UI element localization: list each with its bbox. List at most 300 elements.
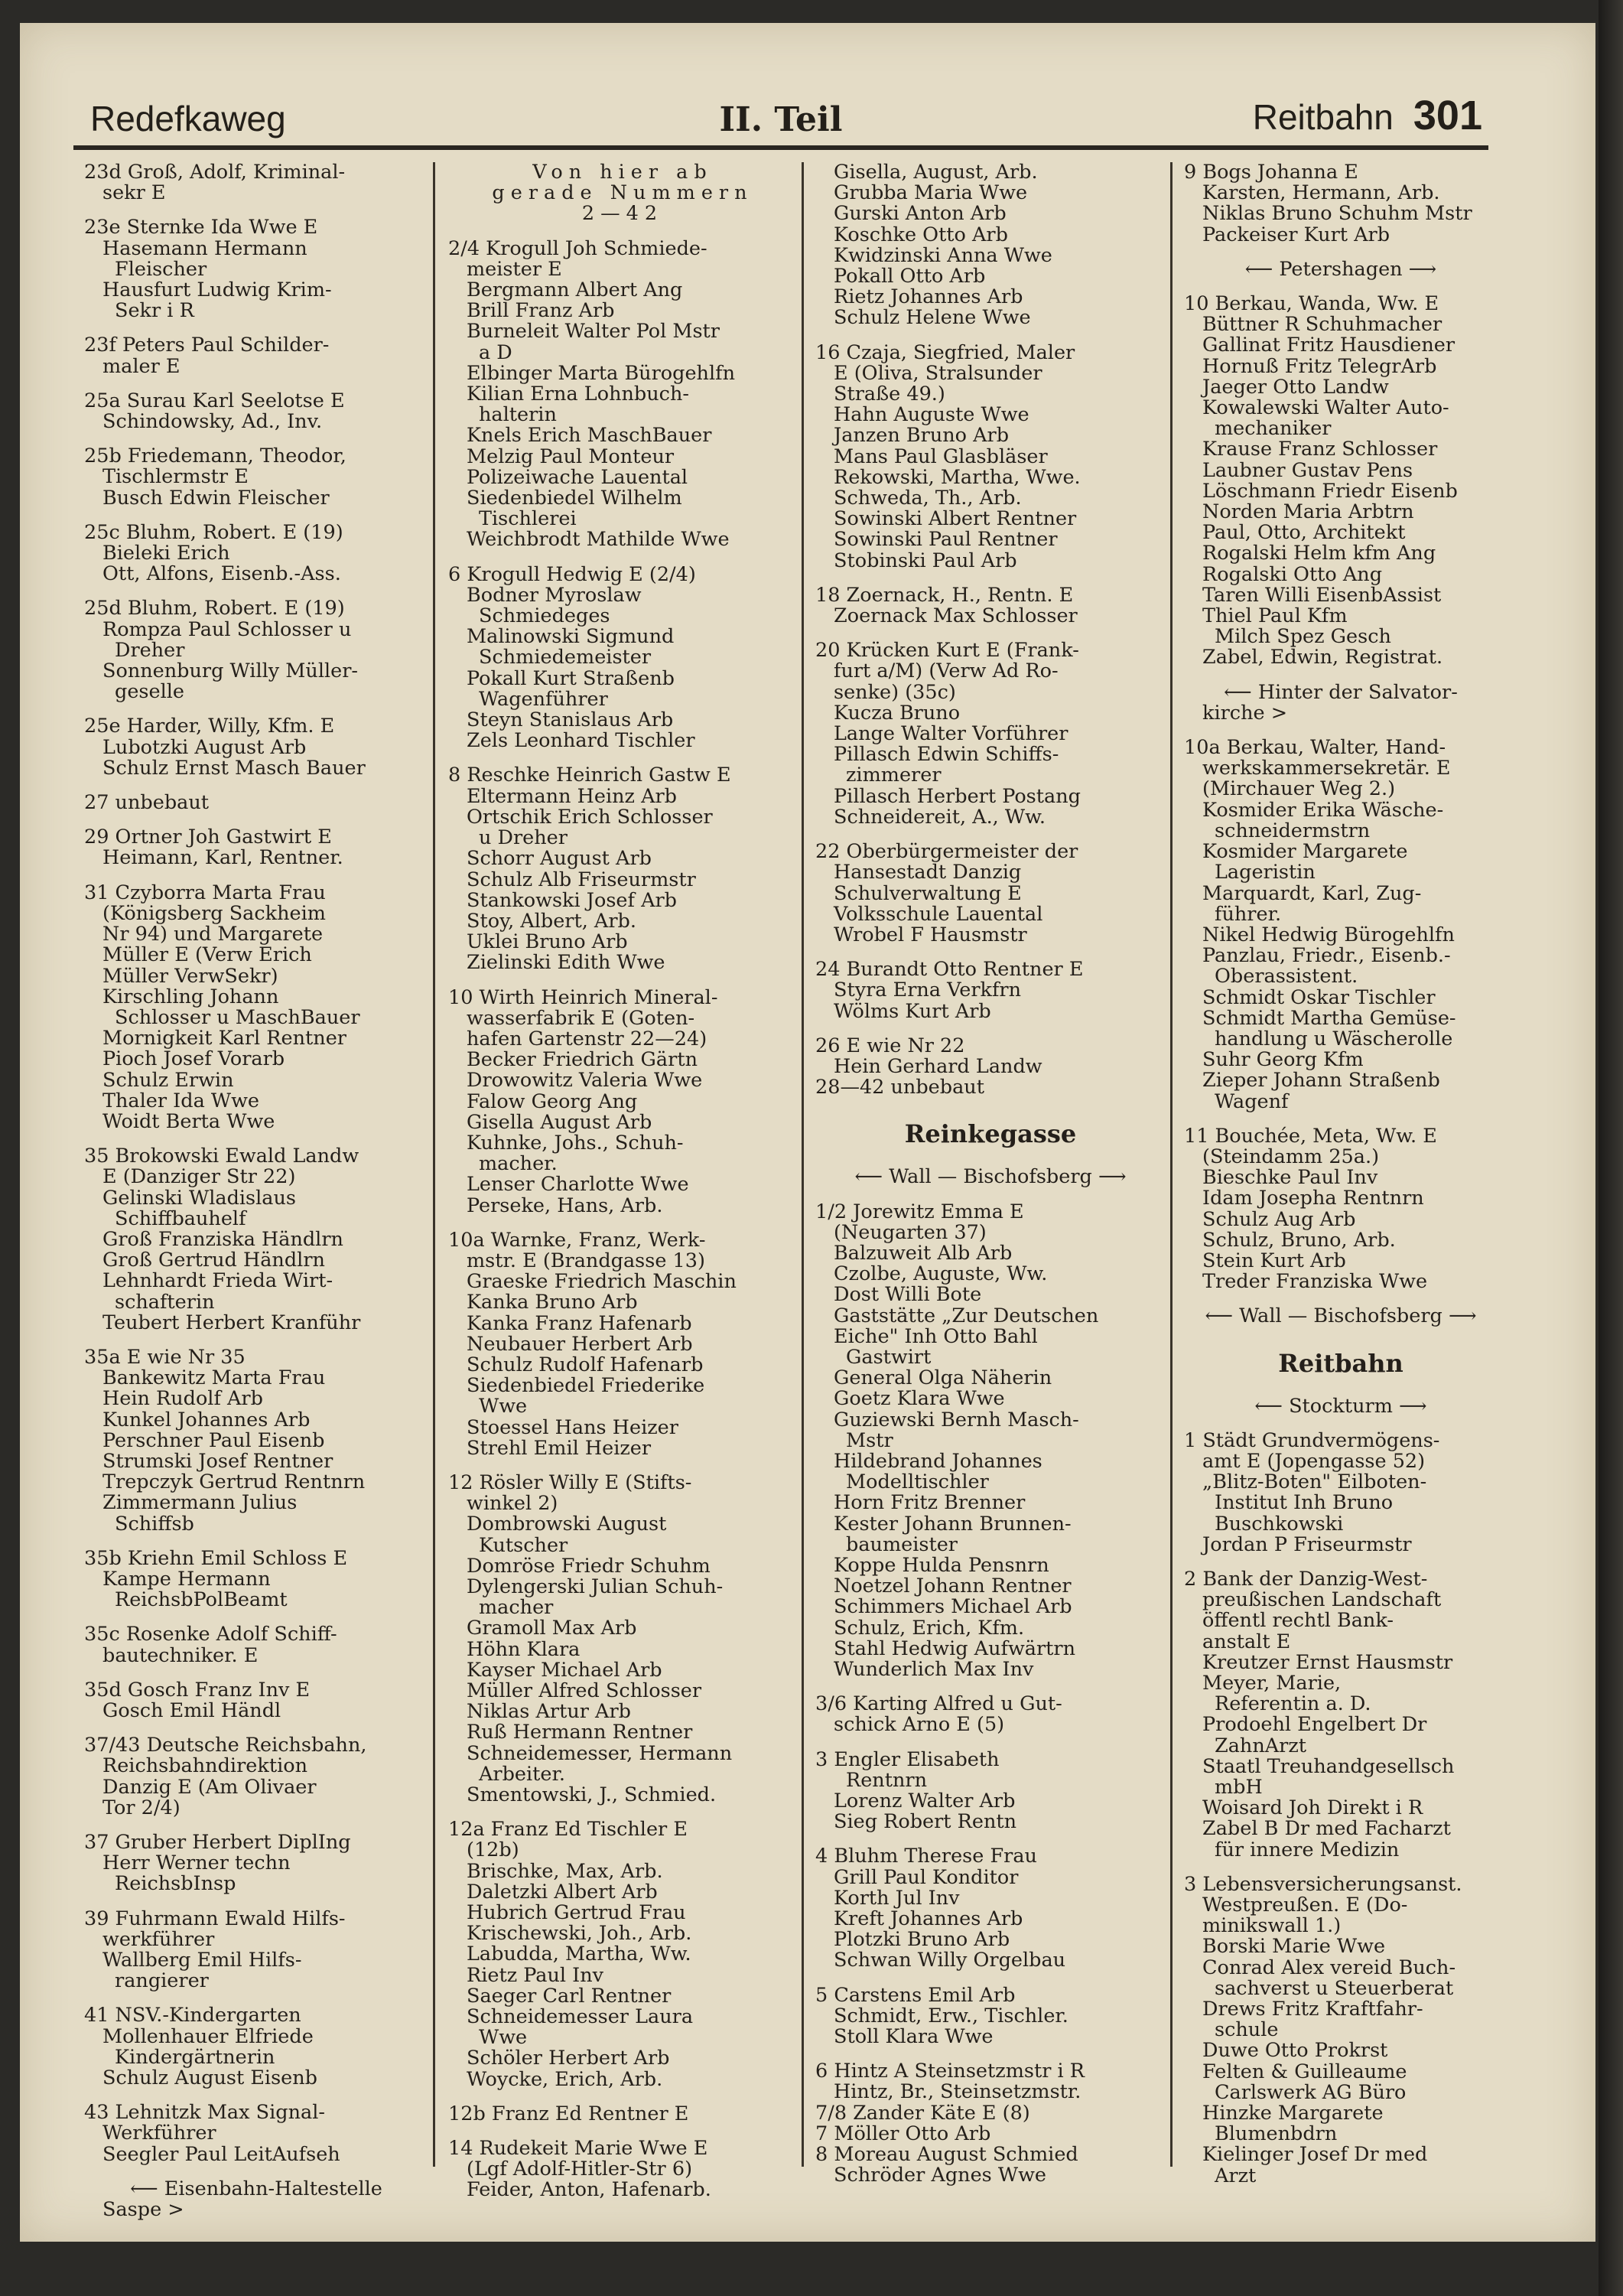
cross-street-marker: ⟵ Wall — Bischofsberg ⟶: [854, 1165, 1127, 1189]
directory-line: Niklas Bruno Schuhm Mstr: [1202, 202, 1472, 226]
directory-line: Schimmers Michael Arb: [834, 1595, 1072, 1619]
directory-line: Grill Paul Konditor: [834, 1865, 1019, 1889]
directory-line: Idam Josepha Rentnrn: [1202, 1187, 1424, 1210]
directory-line: Schulz August Eisenb: [102, 2066, 318, 2090]
directory-line: Trepczyk Gertrud Rentnrn: [102, 1470, 366, 1494]
directory-line: Schiffsb: [115, 1512, 194, 1536]
directory-line: Prodoehl Engelbert Dr: [1202, 1713, 1427, 1737]
directory-line: Kanka Franz Hafenarb: [467, 1311, 692, 1335]
directory-line: Saeger Carl Rentner: [467, 1984, 672, 2008]
street-heading: Reitbahn: [1278, 1348, 1403, 1378]
directory-line: 35c Rosenke Adolf Schiff-: [84, 1623, 337, 1646]
directory-line: Schulz Aug Arb: [1202, 1207, 1356, 1231]
directory-line: Schulz Rudolf Hafenarb: [467, 1353, 704, 1376]
directory-line: Mstr: [846, 1428, 893, 1452]
directory-line: Schiffbauhelf: [115, 1207, 246, 1230]
directory-line: 23e Sternke Ida Wwe E: [84, 216, 318, 239]
directory-line: Schmiedeges: [479, 604, 610, 628]
directory-line: Uklei Bruno Arb: [467, 930, 628, 954]
directory-line: Daletzki Albert Arb: [467, 1880, 658, 1904]
directory-line: Gramoll Max Arb: [467, 1617, 637, 1640]
directory-line: 25e Harder, Willy, Kfm. E: [84, 715, 335, 738]
directory-line: Rogalski Otto Ang: [1202, 562, 1383, 586]
directory-line: Referentin a. D.: [1215, 1692, 1371, 1716]
directory-line: 1 Städt Grundvermögens-: [1184, 1428, 1440, 1452]
directory-line: „Blitz-Boten" Eilboten-: [1202, 1470, 1427, 1494]
directory-line: Sowinski Paul Rentner: [834, 528, 1058, 552]
directory-line: Volksschule Lauental: [834, 902, 1043, 926]
directory-line: Schmidt Martha Gemüse-: [1202, 1006, 1456, 1030]
directory-line: Kucza Bruno: [834, 701, 961, 725]
directory-line: 14 Rudekeit Marie Wwe E: [448, 2137, 708, 2161]
directory-line: schneidermstrn: [1215, 819, 1371, 842]
directory-line: Schulz, Bruno, Arb.: [1202, 1228, 1396, 1252]
directory-line: Schneidemesser Laura: [467, 2005, 694, 2029]
directory-line: Lorenz Walter Arb: [834, 1790, 1016, 1813]
directory-line: Thaler Ida Wwe: [102, 1089, 260, 1112]
directory-line: Saspe >: [102, 2198, 184, 2222]
directory-line: Hubrich Gertrud Frau: [467, 1901, 686, 1925]
directory-line: Ortschik Erich Schlosser: [467, 805, 713, 829]
directory-line: Dost Willi Bote: [834, 1283, 982, 1307]
directory-line: Tischlermstr E: [102, 465, 249, 489]
entry-spacer: [815, 1188, 1166, 1202]
directory-line: a D: [479, 340, 512, 364]
directory-line: Kirschling Johann: [102, 985, 279, 1008]
directory-line: Gaststätte „Zur Deutschen: [834, 1304, 1099, 1327]
directory-line: mbH: [1215, 1776, 1263, 1799]
directory-line: Teubert Herbert Kranführ: [102, 1311, 361, 1334]
directory-line: Hein Rudolf Arb: [102, 1387, 263, 1411]
directory-line: Lenser Charlotte Wwe: [467, 1173, 689, 1197]
column-2: [448, 161, 797, 2202]
directory-line: Kreft Johannes Arb: [834, 1907, 1023, 1931]
entry-spacer: [448, 225, 797, 239]
directory-line: 23d Groß, Adolf, Kriminal-: [84, 161, 346, 184]
directory-line: 29 Ortner Joh Gastwirt E: [84, 826, 332, 849]
directory-line: (Neugarten 37): [834, 1220, 987, 1244]
directory-line: Pokall Kurt Straßenb: [467, 666, 675, 690]
directory-line: Drews Fritz Kraftfahr-: [1202, 1998, 1423, 2021]
street-heading: Reinkegasse: [904, 1119, 1077, 1149]
directory-line: 35 Brokowski Ewald Landw: [84, 1145, 359, 1168]
directory-line: Falow Georg Ang: [467, 1089, 638, 1113]
directory-line: Dombrowski August: [467, 1513, 667, 1536]
directory-line: wasserfabrik E (Goten-: [467, 1006, 695, 1030]
entry-spacer: [84, 869, 428, 883]
directory-line: Sieg Robert Rentn: [834, 1810, 1017, 1834]
directory-line: Kampe Hermann: [102, 1567, 271, 1591]
directory-line: Hildebrand Johannes: [834, 1449, 1042, 1473]
cross-street-marker: ⟵ Stockturm ⟶: [1254, 1394, 1427, 1418]
directory-line: 10 Wirth Heinrich Mineral-: [448, 985, 718, 1009]
directory-line: Heimann, Karl, Rentner.: [102, 846, 343, 870]
directory-line: Schulz Alb Friseurmstr: [467, 868, 696, 891]
directory-line: 2/4 Krogull Joh Schmiede-: [448, 236, 707, 260]
running-header: [73, 93, 1488, 150]
directory-line: 25c Bluhm, Robert. E (19): [84, 520, 343, 544]
book-spine: [1599, 0, 1623, 2296]
header-right-label: Reitbahn: [1252, 97, 1394, 137]
directory-line: Schneidemesser, Hermann: [467, 1741, 733, 1765]
directory-line: Bieleki Erich: [102, 542, 230, 565]
directory-line: 2 Bank der Danzig-West-: [1184, 1567, 1428, 1591]
directory-line: Zoernack Max Schlosser: [834, 604, 1078, 628]
directory-line: Labudda, Martha, Ww.: [467, 1943, 691, 1966]
entry-spacer: [815, 1972, 1166, 1985]
directory-line: Schlosser u MaschBauer: [115, 1005, 360, 1029]
header-part-title: II. Teil: [719, 100, 843, 139]
directory-line: Sonnenburg Willy Müller-: [102, 659, 359, 683]
directory-line: 10a Berkau, Walter, Hand-: [1184, 736, 1446, 760]
directory-line: 8 Reschke Heinrich Gastw E: [448, 764, 731, 787]
directory-line: Dylengerski Julian Schuh-: [467, 1575, 724, 1598]
directory-line: Marquardt, Karl, Zug-: [1202, 881, 1422, 905]
directory-line: Styra Erna Verkfrn: [834, 979, 1022, 1002]
directory-line: Gisella, August, Arb.: [834, 161, 1038, 184]
directory-line: Nr 94) und Margarete: [102, 923, 324, 946]
directory-line: maler E: [102, 354, 181, 378]
numbering-note: 2—42: [581, 202, 664, 226]
directory-line: Thiel Paul Kfm: [1202, 604, 1348, 628]
directory-line: baumeister: [846, 1532, 958, 1556]
directory-line: Domröse Friedr Schuhm: [467, 1554, 711, 1578]
directory-line: Hahn Auguste Wwe: [834, 403, 1029, 427]
directory-line: Lehnhardt Frieda Wirt-: [102, 1269, 333, 1293]
directory-line: Seegler Paul LeitAufseh: [102, 2142, 340, 2166]
directory-line: winkel 2): [467, 1492, 558, 1516]
directory-line: 16 Czaja, Siegfried, Maler: [815, 340, 1075, 364]
directory-line: Carlswerk AG Büro: [1215, 2080, 1407, 2104]
directory-line: Guziewski Bernh Masch-: [834, 1408, 1079, 1431]
directory-line: Wrobel F Hausmstr: [834, 923, 1027, 946]
directory-line: Norden Maria Arbtrn: [1202, 500, 1414, 524]
directory-line: Perschner Paul Eisenb: [102, 1428, 325, 1452]
directory-line: Bergmann Albert Ang: [467, 278, 683, 302]
directory-line: Schweda, Th., Arb.: [834, 487, 1022, 510]
directory-line: Polizeiwache Lauental: [467, 465, 688, 489]
directory-line: schafterin: [115, 1290, 215, 1314]
directory-line: Büttner R Schuhmacher: [1202, 313, 1442, 337]
directory-line: Siedenbiedel Wilhelm: [467, 487, 682, 510]
directory-line: Treder Franziska Wwe: [1202, 1270, 1428, 1294]
directory-line: kirche >: [1202, 701, 1288, 725]
directory-line: 31 Czyborra Marta Frau: [84, 881, 326, 904]
directory-line: Mans Paul Glasbläser: [834, 445, 1048, 468]
directory-line: Stankowski Josef Arb: [467, 888, 677, 912]
directory-line: Felten & Guilleaume: [1202, 2060, 1407, 2083]
directory-line: Mollenhauer Elfriede: [102, 2024, 314, 2048]
directory-line: Eiche" Inh Otto Bahl: [834, 1324, 1038, 1348]
directory-line: 8 Moreau August Schmied: [815, 2143, 1078, 2167]
directory-line: Hintz, Br., Steinsetzmstr.: [834, 2080, 1081, 2104]
directory-line: Schmidt Oskar Tischler: [1202, 985, 1436, 1009]
directory-line: Kayser Michael Arb: [467, 1658, 662, 1682]
directory-line: Schneidereit, A., Ww.: [834, 805, 1046, 829]
column-divider: [433, 162, 435, 2167]
directory-line: Sowinski Albert Rentner: [834, 507, 1077, 531]
directory-line: Gisella August Arb: [467, 1110, 652, 1134]
directory-line: Höhn Klara: [467, 1637, 581, 1661]
directory-line: 37 Gruber Herbert DiplIng: [84, 1831, 351, 1855]
directory-line: Elbinger Marta Bürogehlfn: [467, 361, 735, 385]
directory-line: 26 E wie Nr 22: [815, 1034, 965, 1057]
directory-line: Schindowsky, Ad., Inv.: [102, 410, 323, 434]
directory-line: Wwe: [479, 1395, 528, 1418]
directory-line: (Lgf Adolf-Hitler-Str 6): [467, 2158, 693, 2181]
directory-line: 39 Fuhrmann Ewald Hilfs-: [84, 1907, 346, 1930]
directory-line: Woisard Joh Direkt i R: [1202, 1796, 1423, 1820]
directory-line: Rompza Paul Schlosser u: [102, 617, 352, 641]
directory-line: preußischen Landschaft: [1202, 1588, 1442, 1612]
directory-line: Niklas Artur Arb: [467, 1700, 631, 1724]
directory-line: ZahnArzt: [1215, 1734, 1307, 1757]
directory-line: Burneleit Walter Pol Mstr: [467, 320, 720, 344]
directory-line: hafen Gartenstr 22—24): [467, 1027, 707, 1050]
directory-line: 5 Carstens Emil Arb: [815, 1983, 1016, 2007]
directory-line: Stahl Hedwig Aufwärtrn: [834, 1637, 1076, 1660]
directory-line: Brischke, Max, Arb.: [467, 1859, 663, 1883]
directory-line: Pioch Josef Vorarb: [102, 1047, 285, 1071]
directory-line: 43 Lehnitzk Max Signal-: [84, 2101, 325, 2125]
directory-line: Bodner Myroslaw: [467, 583, 642, 607]
directory-line: Ruß Hermann Rentner: [467, 1721, 693, 1744]
directory-line: Czolbe, Auguste, Ww.: [834, 1262, 1048, 1286]
directory-line: Lubotzki August Arb: [102, 735, 307, 759]
directory-line: Goetz Klara Wwe: [834, 1387, 1005, 1411]
directory-line: Schöler Herbert Arb: [467, 2047, 670, 2070]
directory-line: Taren Willi EisenbAssist: [1202, 583, 1442, 607]
directory-line: Zabel B Dr med Facharzt: [1202, 1817, 1451, 1841]
directory-line: Danzig E (Am Olivaer: [102, 1775, 317, 1799]
directory-line: Korth Jul Inv: [834, 1886, 960, 1910]
directory-line: Rekowski, Martha, Wwe.: [834, 465, 1081, 489]
directory-line: Wunderlich Max Inv: [834, 1658, 1034, 1681]
directory-line: 11 Bouchée, Meta, Ww. E: [1184, 1124, 1437, 1148]
directory-line: Oberassistent.: [1215, 965, 1358, 988]
directory-line: Rentnrn: [846, 1768, 927, 1792]
directory-line: geselle: [115, 680, 184, 704]
directory-line: 6 Hintz A Steinsetzmstr i R: [815, 2060, 1085, 2083]
directory-line: Schulz Ernst Masch Bauer: [102, 756, 366, 780]
directory-line: 12a Franz Ed Tischler E: [448, 1818, 688, 1842]
directory-line: 25a Surau Karl Seelotse E: [84, 389, 345, 412]
directory-line: Tor 2/4): [102, 1796, 181, 1819]
directory-line: Knels Erich MaschBauer: [467, 424, 712, 448]
directory-line: Meyer, Marie,: [1202, 1672, 1342, 1695]
directory-line: Lageristin: [1215, 861, 1316, 884]
directory-line: Janzen Bruno Arb: [834, 424, 1010, 448]
directory-line: (Mirchauer Weg 2.): [1202, 777, 1396, 801]
directory-line: Reichsbahndirektion: [102, 1754, 307, 1778]
cross-street-marker: ⟵ Petershagen ⟶: [1244, 257, 1437, 281]
directory-line: Koppe Hulda Pensnrn: [834, 1553, 1049, 1577]
directory-line: mechaniker: [1215, 417, 1332, 441]
directory-line: anstalt E: [1202, 1630, 1291, 1653]
directory-line: Zimmermann Julius: [102, 1491, 298, 1515]
directory-line: Borski Marie Wwe: [1202, 1935, 1386, 1959]
directory-line: 10a Warnke, Franz, Werk-: [448, 1228, 706, 1252]
directory-line: Fleischer: [115, 257, 207, 281]
directory-line: Siedenbiedel Friederike: [467, 1374, 705, 1398]
directory-line: Karsten, Hermann, Arb.: [1202, 181, 1440, 205]
entry-spacer: [1184, 1382, 1498, 1396]
entry-spacer: [448, 551, 797, 565]
directory-line: Lange Walter Vorführer: [834, 722, 1068, 746]
directory-line: Gastwirt: [846, 1345, 932, 1369]
directory-line: führer.: [1215, 902, 1282, 926]
directory-line: macher.: [479, 1152, 558, 1176]
directory-line: Weichbrodt Mathilde Wwe: [467, 528, 730, 552]
directory-line: u Dreher: [479, 826, 568, 850]
directory-line: 22 Oberbürgermeister der: [815, 840, 1078, 864]
directory-line: Nikel Hedwig Bürogehlfn: [1202, 923, 1455, 946]
directory-line: Plotzki Bruno Arb: [834, 1928, 1010, 1952]
directory-line: Arbeiter.: [479, 1762, 566, 1786]
entry-spacer: [448, 974, 797, 988]
directory-line: Kwidzinski Anna Wwe: [834, 243, 1052, 267]
directory-line: Hornuß Fritz TelegrArb: [1202, 354, 1437, 378]
directory-line: Jaeger Otto Landw: [1202, 375, 1389, 399]
directory-line: 37/43 Deutsche Reichsbahn,: [84, 1734, 367, 1757]
directory-line: Gelinski Wladislaus: [102, 1186, 296, 1210]
directory-line: Dreher: [115, 638, 185, 662]
entry-spacer: [815, 329, 1166, 343]
directory-line: 24 Burandt Otto Rentner E: [815, 958, 1084, 982]
directory-line: halterin: [479, 403, 557, 427]
directory-line: Pillasch Edwin Schiffs-: [834, 743, 1059, 767]
directory-line: Schulz Erwin: [102, 1068, 234, 1092]
directory-line: Graeske Friedrich Maschin: [467, 1270, 737, 1294]
entry-spacer: [1184, 669, 1498, 682]
directory-line: Herr Werner techn: [102, 1851, 291, 1875]
directory-line: Pillasch Herbert Postang: [834, 784, 1081, 808]
directory-line: Schulverwaltung E: [834, 881, 1022, 905]
directory-line: Rogalski Helm kfm Ang: [1202, 542, 1436, 565]
directory-line: 10 Berkau, Wanda, Ww. E: [1184, 292, 1439, 316]
directory-line: 27 unbebaut: [84, 791, 210, 815]
directory-line: Drowowitz Valeria Wwe: [467, 1069, 703, 1093]
directory-line: mstr. E (Brandgasse 13): [467, 1249, 705, 1272]
entry-spacer: [1184, 1327, 1498, 1341]
cross-street-marker: ⟵ Wall — Bischofsberg ⟶: [1205, 1304, 1477, 1328]
directory-line: Stein Kurt Arb: [1202, 1249, 1346, 1272]
directory-line: Kilian Erna Lohnbuch-: [467, 383, 689, 406]
page-number: 301: [1413, 93, 1482, 138]
directory-line: 9 Bogs Johanna E: [1184, 161, 1358, 184]
directory-line: 35b Kriehn Emil Schloss E: [84, 1546, 348, 1570]
directory-line: Sekr i R: [115, 299, 194, 323]
directory-line: senke) (35c): [834, 680, 956, 704]
directory-line: Grubba Maria Wwe: [834, 181, 1028, 205]
directory-line: Panzlau, Friedr., Eisenb.-: [1202, 944, 1451, 968]
directory-line: Zieper Johann Straßenb: [1202, 1069, 1440, 1093]
directory-line: Institut Inh Bruno: [1215, 1491, 1394, 1515]
directory-line: Conrad Alex vereid Buch-: [1202, 1956, 1456, 1979]
directory-line: Kosmider Erika Wäsche-: [1202, 798, 1444, 822]
column-1: [84, 161, 428, 2222]
directory-line: 35d Gosch Franz Inv E: [84, 1678, 311, 1702]
directory-line: Staatl Treuhandgesellsch: [1202, 1754, 1455, 1778]
directory-line: Schorr August Arb: [467, 847, 652, 871]
column-divider: [802, 162, 804, 2167]
numbering-note: gerade Nummern: [492, 181, 753, 205]
directory-line: (12b): [467, 1838, 519, 1862]
directory-line: sachverst u Steuerberat: [1215, 1976, 1454, 2000]
directory-line: Groß Gertrud Händlrn: [102, 1249, 325, 1272]
directory-line: Werkführer: [102, 2122, 216, 2145]
directory-line: Wwe: [479, 2026, 528, 2050]
directory-line: 3 Lebensversicherungsanst.: [1184, 1872, 1462, 1896]
directory-line: Krause Franz Schlosser: [1202, 438, 1438, 461]
directory-line: Zels Leonhard Tischler: [467, 729, 695, 753]
directory-line: Kielinger Josef Dr med: [1202, 2143, 1428, 2167]
directory-line: 28—42 unbebaut: [815, 1076, 984, 1099]
directory-line: 3/6 Karting Alfred u Gut-: [815, 1692, 1062, 1716]
directory-line: 12 Rösler Willy E (Stifts-: [448, 1470, 692, 1494]
directory-line: Becker Friedrich Gärtn: [467, 1048, 698, 1072]
directory-line: 18 Zoernack, H., Rentn. E: [815, 583, 1074, 607]
directory-line: Strumski Josef Rentner: [102, 1449, 333, 1473]
directory-line: Zabel, Edwin, Registrat.: [1202, 646, 1443, 669]
directory-line: Hausfurt Ludwig Krim-: [102, 278, 332, 302]
directory-line: öffentl rechtl Bank-: [1202, 1609, 1394, 1633]
directory-line: (Steindamm 25a.): [1202, 1145, 1380, 1168]
directory-line: Laubner Gustav Pens: [1202, 458, 1413, 482]
entry-spacer: [815, 1736, 1166, 1750]
directory-line: Kunkel Johannes Arb: [102, 1408, 311, 1431]
directory-line: Müller E (Verw Erich: [102, 943, 312, 967]
directory-line: Bankewitz Marta Frau: [102, 1366, 326, 1390]
directory-line: Kosmider Margarete: [1202, 840, 1408, 864]
directory-line: Gallinat Fritz Hausdiener: [1202, 334, 1455, 357]
column-3: [815, 161, 1166, 2187]
directory-line: schule: [1215, 2018, 1279, 2042]
directory-line: Groß Franziska Händlrn: [102, 1227, 343, 1251]
directory-line: Mornigkeit Karl Rentner: [102, 1027, 346, 1050]
directory-line: Pokall Otto Arb: [834, 265, 986, 288]
directory-line: Stobinski Paul Arb: [834, 549, 1017, 572]
directory-line: Koschke Otto Arb: [834, 223, 1008, 246]
column-4: [1184, 161, 1498, 2187]
header-right-street: [1253, 92, 1482, 139]
directory-line: 35a E wie Nr 35: [84, 1345, 246, 1369]
directory-line: Tischlerei: [479, 507, 577, 531]
directory-line: Kowalewski Walter Auto-: [1202, 396, 1449, 420]
directory-line: Kutscher: [479, 1533, 568, 1557]
directory-line: Horn Fritz Brenner: [834, 1491, 1026, 1515]
directory-line: Rietz Paul Inv: [467, 1963, 604, 1987]
directory-line: E (Oliva, Stralsunder: [834, 361, 1042, 385]
directory-line: Krischewski, Joh., Arb.: [467, 1922, 692, 1946]
directory-line: 25b Friedemann, Theodor,: [84, 445, 346, 468]
directory-line: 41 NSV.-Kindergarten: [84, 2004, 301, 2027]
directory-line: Neubauer Herbert Arb: [467, 1332, 693, 1356]
directory-line: Kindergärtnerin: [115, 2045, 275, 2069]
directory-line: Gosch Emil Händl: [102, 1699, 281, 1722]
directory-line: Kester Johann Brunnen-: [834, 1512, 1072, 1536]
directory-line: Buschkowski: [1215, 1512, 1344, 1536]
directory-line: 1/2 Jorewitz Emma E: [815, 1200, 1024, 1223]
directory-line: werkführer: [102, 1927, 215, 1951]
numbering-note: Von hier ab: [532, 161, 713, 184]
directory-line: Steyn Stanislaus Arb: [467, 708, 674, 732]
cross-street-marker: ⟵ Hinter der Salvator-: [1224, 680, 1458, 704]
directory-line: Schwan Willy Orgelbau: [834, 1949, 1066, 1972]
directory-line: Löschmann Friedr Eisenb: [1202, 479, 1458, 503]
header-left-street: Redefkaweg: [90, 99, 286, 138]
directory-line: 12b Franz Ed Rentner E: [448, 2102, 689, 2125]
